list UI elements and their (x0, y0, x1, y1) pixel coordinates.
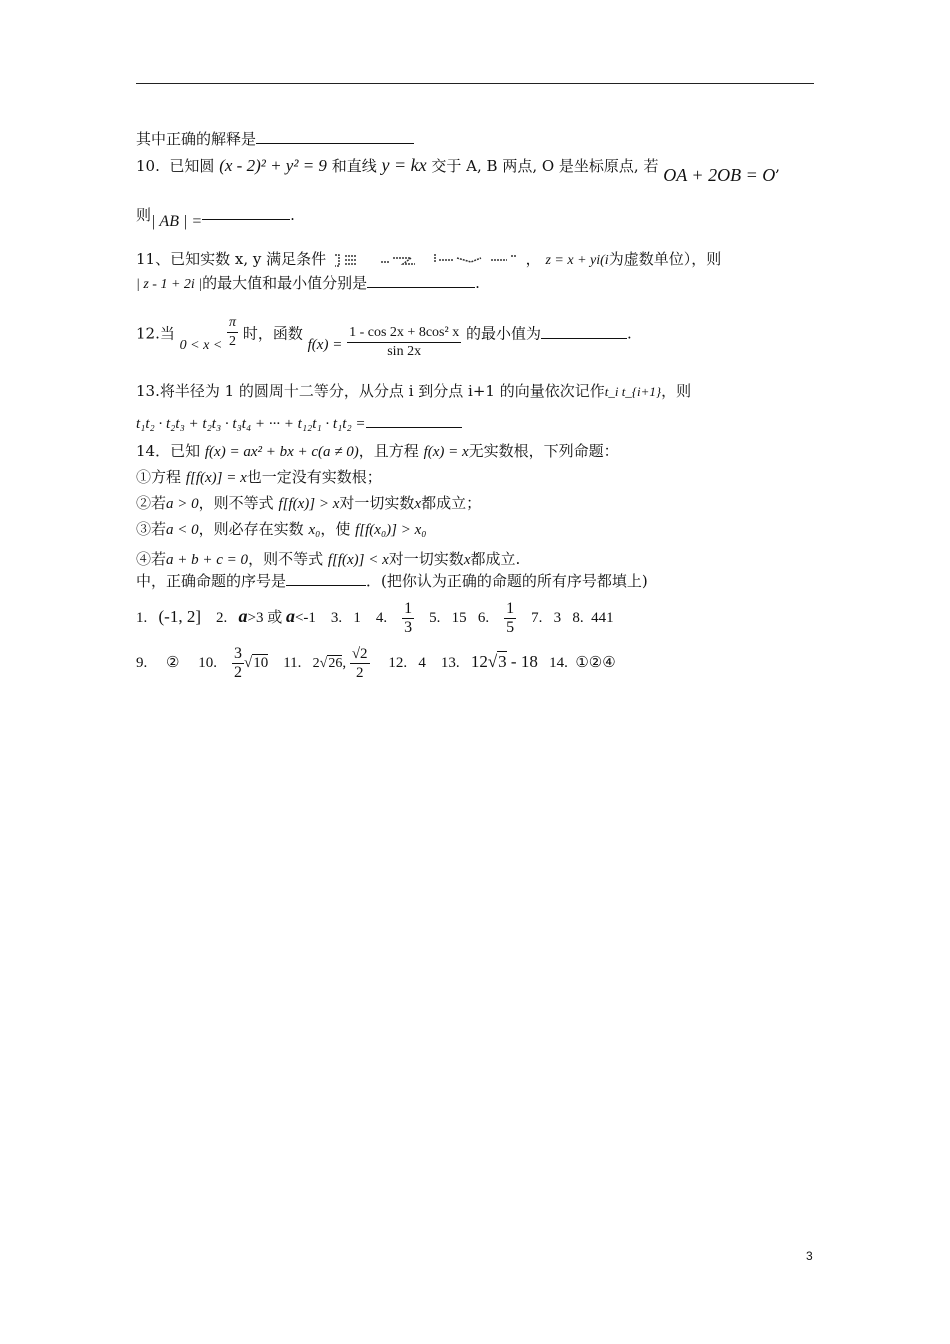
q10-text2: 和直线 (331, 157, 377, 175)
item-expr: f[f(x)] = x (185, 470, 247, 486)
item-post: 对一切实数 (339, 494, 415, 512)
q12-two: 2 (229, 334, 237, 349)
q14-line1 (136, 440, 619, 463)
answer-6-fraction (504, 600, 516, 637)
answer-number: 9. (136, 655, 148, 671)
item-var: x₀ (308, 522, 321, 538)
answer-4-den: 3 (404, 619, 413, 637)
answer-13-coef: 12 (470, 652, 488, 671)
item-post: 对一切实数 (388, 550, 464, 568)
header-rule (136, 83, 814, 84)
q11-text1: 已知实数 x, y 满足条件 (170, 250, 327, 268)
item-post: 也一定没有实数根； (246, 468, 382, 486)
item-mid: ，则必存在实数 (198, 520, 304, 538)
answer-number: 4. (375, 610, 388, 626)
answer-10-radicand: 10 (253, 655, 269, 671)
answer-3: 1 (353, 610, 361, 626)
q12-text3: 的最小值为 (465, 324, 541, 343)
q12-text2: 时，函数 (242, 324, 303, 343)
answer-7: 3 (553, 610, 562, 626)
q12-blank (541, 324, 627, 339)
answer-4-fraction (402, 600, 414, 637)
answer-12: 4 (418, 655, 426, 671)
q12-pi: π (227, 314, 238, 333)
q11-text4: 的最大值和最小值分别是 (202, 274, 368, 292)
answer-10-num: 3 (233, 645, 242, 663)
item-cond: a > 0 (166, 496, 199, 512)
item-post2: 都成立； (421, 494, 482, 512)
item-pre: 若 (151, 550, 167, 568)
answer-6-num: 1 (506, 600, 515, 618)
answer-2-text: >3 或 (247, 610, 283, 626)
item-mark: ② (136, 494, 152, 512)
answer-11-fraction (350, 645, 370, 682)
q12-condition: 0 < x < (179, 337, 223, 353)
answer-13-rest: - 18 (506, 652, 538, 671)
item-mark: ③ (136, 520, 152, 538)
q10-blank (202, 205, 290, 220)
answer-number: 8. (572, 610, 584, 626)
answers-row-2: 9. ② 10. $\frac{3}{2}$ √10 11. 2√26, $\frac{√2}{2}$ 12. 4 13. 12√3 - 18 14. ①②④ (136, 645, 616, 682)
q10-ask: | AB | = (151, 213, 203, 230)
q12-fraction (347, 324, 461, 361)
q12-function: f(x) = (307, 336, 343, 353)
item-post2: 都成立. (470, 550, 521, 568)
answer-number: 2. (215, 610, 228, 626)
answer-9: ② (166, 655, 180, 671)
q10-line-eq: y = kx (381, 155, 427, 175)
item-cond: a + b + c = 0 (166, 552, 249, 568)
q12-denominator: sin 2x (387, 344, 422, 359)
answer-number: 3. (330, 610, 343, 626)
q11-line2 (136, 272, 480, 296)
item-expr: f[f(x₀)] > x₀ (355, 522, 427, 538)
q14-text1: 已知 (170, 442, 201, 460)
q14-equation: f(x) = x (423, 444, 469, 460)
garbled-constraint-image (331, 252, 521, 268)
q11-number: 11、 (136, 250, 171, 268)
answer-13-radicand: 3 (498, 652, 507, 671)
q10-text1: 已知圆 (169, 157, 215, 175)
q11-line1 (136, 248, 721, 272)
answer-11-coef: 2 (312, 656, 320, 671)
item-mark: ① (136, 468, 152, 486)
item-mid2: ，使 (320, 520, 351, 538)
q12-line (136, 315, 632, 359)
q12-numerator: 1 - cos 2x + 8cos² x (347, 324, 461, 343)
q13-sum: t₁t₂ · t₂t₃ + t₂t₃ · t₃t₄ + ··· + t₁₂t₁ · t₁t₂ = (136, 416, 366, 432)
answer-number: 14. (549, 655, 568, 671)
answer-14: ①②④ (575, 655, 616, 671)
answer-10-den: 2 (233, 664, 242, 682)
q10-end: . (290, 206, 295, 224)
answer-2-var2: a (285, 606, 295, 626)
answer-4-num: 1 (404, 600, 413, 618)
item-mid: ，则不等式 (198, 494, 274, 512)
q14-tail1: 中，正确命题的序号是 (136, 572, 287, 590)
q14-function-def: f(x) = ax² + bx + c(a ≠ 0) (204, 444, 359, 460)
q14-item-4 (136, 548, 520, 571)
item-cond: a < 0 (166, 522, 199, 538)
q11-abs-expr: | z - 1 + 2i | (136, 277, 203, 292)
q11-text2: ， (525, 250, 541, 268)
q10-vector-eq: OA + 2OB = O (663, 165, 776, 185)
answer-number: 11. (283, 655, 302, 671)
item-pre: 方程 (151, 468, 182, 486)
q11-text3: 为虚数单位），则 (608, 250, 722, 268)
answer-number: 7. (531, 610, 543, 626)
item-pre: 若 (151, 494, 167, 512)
q13-line2 (136, 412, 462, 435)
q10-text3: 交于 A, B 两点, O 是坐标原点, 若 (431, 157, 659, 175)
q11-end: . (475, 274, 480, 292)
q14-item-1 (136, 466, 382, 489)
q12-number: 12. (136, 324, 160, 343)
answer-5: 15 (451, 610, 467, 626)
answer-11-radicand: 26 (328, 656, 343, 671)
answer-number: 1. (136, 610, 148, 626)
answer-number: 13. (440, 655, 460, 671)
q13-blank (366, 413, 462, 428)
answer-number: 6. (477, 610, 490, 626)
q14-text3: 无实数根，下列命题： (468, 442, 619, 460)
item-pre: 若 (151, 520, 167, 538)
q13-text2: ，则 (661, 382, 692, 400)
q14-item-2 (136, 492, 481, 515)
page-number: 3 (806, 1249, 813, 1263)
q12-end: . (627, 324, 632, 343)
item-expr: f[f(x)] < x (327, 552, 389, 568)
item-mid: ，则不等式 (248, 550, 324, 568)
q11-z-expr: z = x + yi(i (545, 253, 609, 268)
answer-11-den: 2 (355, 665, 364, 682)
q14-tail (136, 570, 648, 592)
item-var: x (463, 552, 471, 568)
answer-2-text2: <-1 (294, 610, 316, 626)
q13-text1: 13.将半径为 1 的圆周十二等分，从分点 i 到分点 i+1 的向量依次记作 (136, 382, 605, 400)
answers-row-1 (136, 596, 614, 638)
q10-text4: 则 (136, 206, 152, 224)
q13-vector: t_i t_{i+1} (604, 384, 662, 399)
answer-1: (-1, 2] (158, 607, 201, 626)
q10-number: 10. (136, 157, 160, 175)
q14-blank (286, 571, 366, 586)
answer-11-num: √2 (351, 646, 368, 663)
answer-blank (256, 129, 414, 144)
answer-number: 5. (429, 610, 441, 626)
q14-tail2: ．(把你认为正确的命题的所有序号都填上) (366, 572, 648, 590)
answer-number: 10. (198, 655, 217, 671)
q11-blank (367, 273, 475, 288)
intro-line (136, 128, 414, 150)
answer-6-den: 5 (506, 619, 515, 637)
q10-line2 (136, 204, 295, 230)
answer-2-var: a (238, 606, 248, 626)
q10-circle-eq: (x - 2)² + y² = 9 (219, 156, 327, 175)
q12-pi-over-2 (227, 314, 238, 351)
q14-text2: ，且方程 (358, 442, 419, 460)
q14-item-3 (136, 518, 427, 541)
q14-number: 14． (136, 442, 171, 460)
item-var: x (414, 496, 422, 512)
answer-8: 441 (591, 610, 614, 626)
item-expr: f[f(x)] > x (278, 496, 340, 512)
item-mark: ④ (136, 550, 152, 568)
q13-line1 (136, 380, 691, 403)
q10-line1: 10. 已知圆 (x - 2)² + y² = 9 和直线 y = kx 交于 A, B 两点, O 是坐标原点, 若 OA + 2OB = O, (136, 155, 781, 185)
answer-number: 12. (388, 655, 408, 671)
q12-text1: 当 (159, 324, 175, 343)
intro-text: 其中正确的解释是 (136, 130, 257, 148)
answer-10-fraction (232, 645, 244, 682)
